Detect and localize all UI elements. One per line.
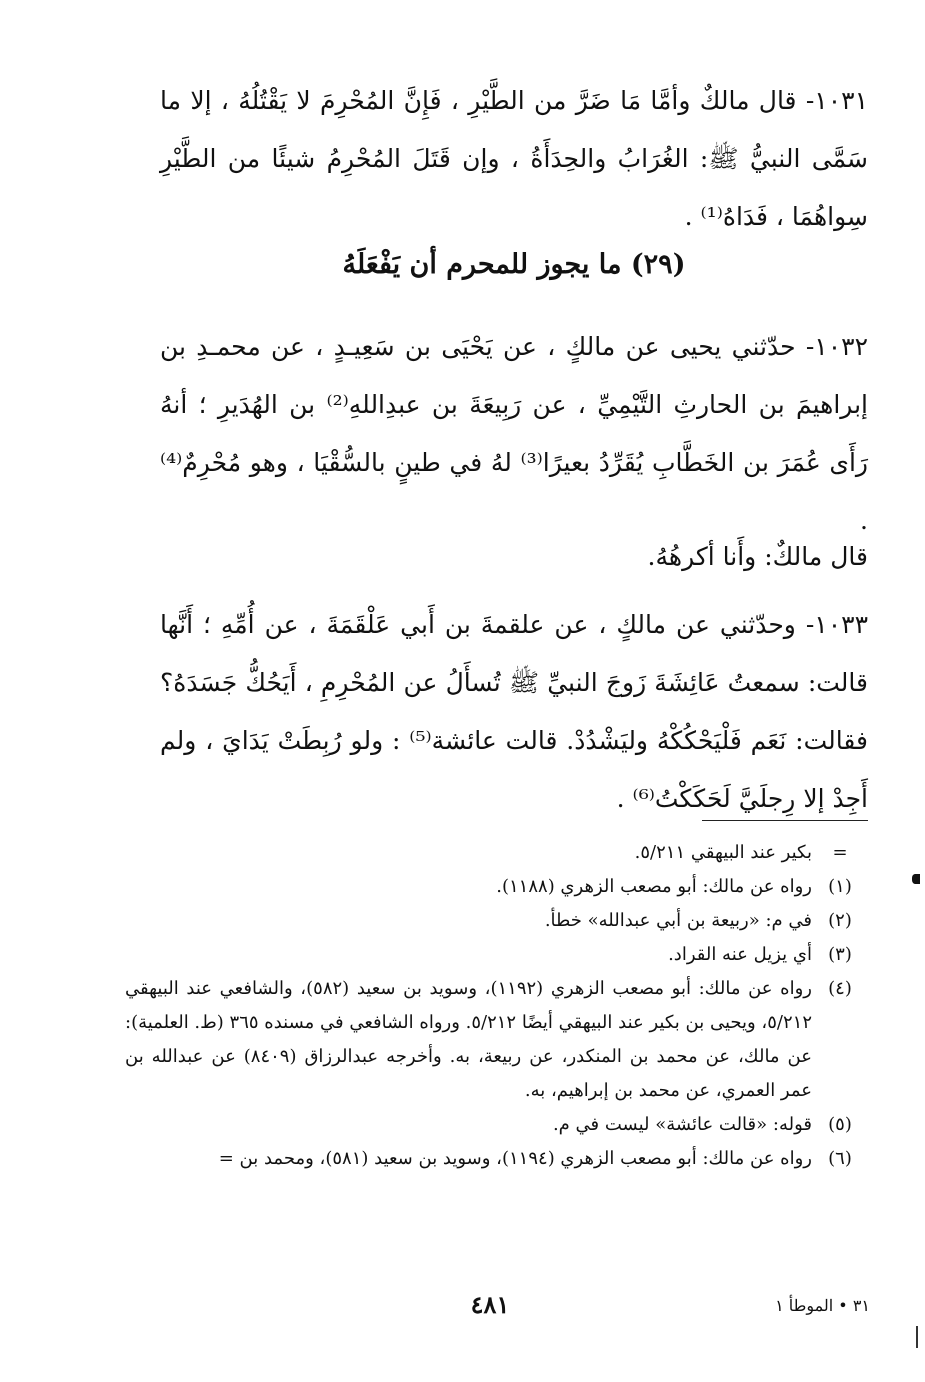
footnote-number: (١) — [828, 876, 852, 897]
section-heading: (٢٩) ما يجوز للمحرم أن يَفْعَلَهُ — [342, 249, 686, 280]
footnote-item — [125, 904, 868, 938]
footnote-number: (٥) — [828, 1114, 852, 1135]
footnote-number: (٤) — [828, 978, 852, 999]
paragraph-1033: ١٠٣٣- وحدّثني عن مالكٍ ، عن علقمةَ بن أَبي عَلْقَمَةَ ، عن أُمِّهِ ؛ أَنَّها قالت: سمعتُ عَائِشَةَ زَوجَ النبيِّ ﷺ تُسأَلُ عن المُحْرِمِ ، أَيَحُكُّ جَسَدَهُ؟ فقالت: نَعَم فَلْيَحْكُكْهُ وليَشْدُدْ. قالت عائشة⁽⁵⁾ : ولو رُبِطَتْ يَدَايَ ، ولم أَجِدْ إلا رِجلَيَّ لَحَكَكْتُ⁽⁶⁾ . — [160, 610, 868, 813]
footnote-text: رواه عن مالك: أبو مصعب الزهري (١١٨٨). — [496, 876, 812, 897]
footnote-item — [125, 1142, 868, 1176]
malik-statement: قال مالكٌ: وأَنا أكرهُهُ. — [647, 542, 868, 571]
footnote-number: (٢) — [828, 910, 852, 931]
footnote-number: = — [832, 842, 848, 863]
paragraph-1032: ١٠٣٢- حدّثني يحيى عن مالكٍ ، عن يَحْيَى بن سَعِيـدٍ ، عن محمـدِ بن إبراهيمَ بن الحارثِ التَّيْمِيِّ ، عن رَبِيعَةَ بن عبدِاللهِ⁽²⁾ بن الهُدَيرِ ؛ أنهُ رَأَى عُمَرَ بن الخَطَّابِ يُقَرِّدُ بعيرًا⁽³⁾ لهُ في طينٍ بالسُّقْيَا ، وهو مُحْرِمٌ⁽⁴⁾ . — [160, 332, 868, 535]
footnote-item — [125, 1108, 868, 1142]
margin-tick — [916, 1326, 918, 1348]
footnote-number: (٣) — [828, 944, 852, 965]
paragraph-1031: ١٠٣١- قال مالكٌ وأمَّا مَا ضَرَّ من الطَّيْرِ ، فَإِنَّ المُحْرِمَ لا يَقْتُلُهُ ، إلا ما سَمَّى النبيُّ ﷺ: الغُرَابُ والحِدَأَةُ ، وإن قَتَلَ المُحْرِمُ شيئًا من الطَّيْرِ سِواهُمَا ، فَدَاهُ⁽¹⁾ . — [160, 86, 868, 231]
footnote-item — [125, 938, 868, 972]
margin-mark — [912, 874, 920, 884]
footnote-item — [125, 972, 868, 1108]
footnote-text: بكير عند البيهقي ٥/٢١١. — [634, 842, 812, 863]
footnote-item — [125, 870, 868, 904]
signature-mark: ٣١ • الموطأ ١ — [775, 1296, 870, 1315]
footnotes — [125, 836, 868, 1176]
footnote-text: رواه عن مالك: أبو مصعب الزهري (١١٩٤)، وسويد بن سعيد (٥٨١)، ومحمد بن = — [218, 1148, 812, 1169]
footnote-text: في م: «ربيعة بن أبي عبدالله» خطأ. — [544, 910, 812, 931]
footnote-text: رواه عن مالك: أبو مصعب الزهري (١١٩٢)، وسويد بن سعيد (٥٨٢)، والشافعي عند البيهقي ٥/٢١٢، ويحيى بن بكير عند البيهقي أيضًا ٥/٢١٢. ورواه الشافعي في مسنده ٣٦٥ (ط. العلمية): عن مالك، عن محمد بن المنكدر، عن ربيعة، به. وأخرجه عبدالرزاق (٨٤٠٩) عن عبدالله بن عمر العمري، عن محمد بن إبراهيم، به. — [125, 978, 813, 1101]
page-number: ٤٨١ — [470, 1290, 510, 1319]
footnote-item — [125, 836, 868, 870]
footnote-divider — [702, 820, 868, 821]
footnote-number: (٦) — [828, 1148, 852, 1169]
footnote-text: قوله: «قالت عائشة» ليست في م. — [552, 1114, 812, 1135]
footnote-text: أي يزيل عنه القراد. — [668, 944, 812, 965]
